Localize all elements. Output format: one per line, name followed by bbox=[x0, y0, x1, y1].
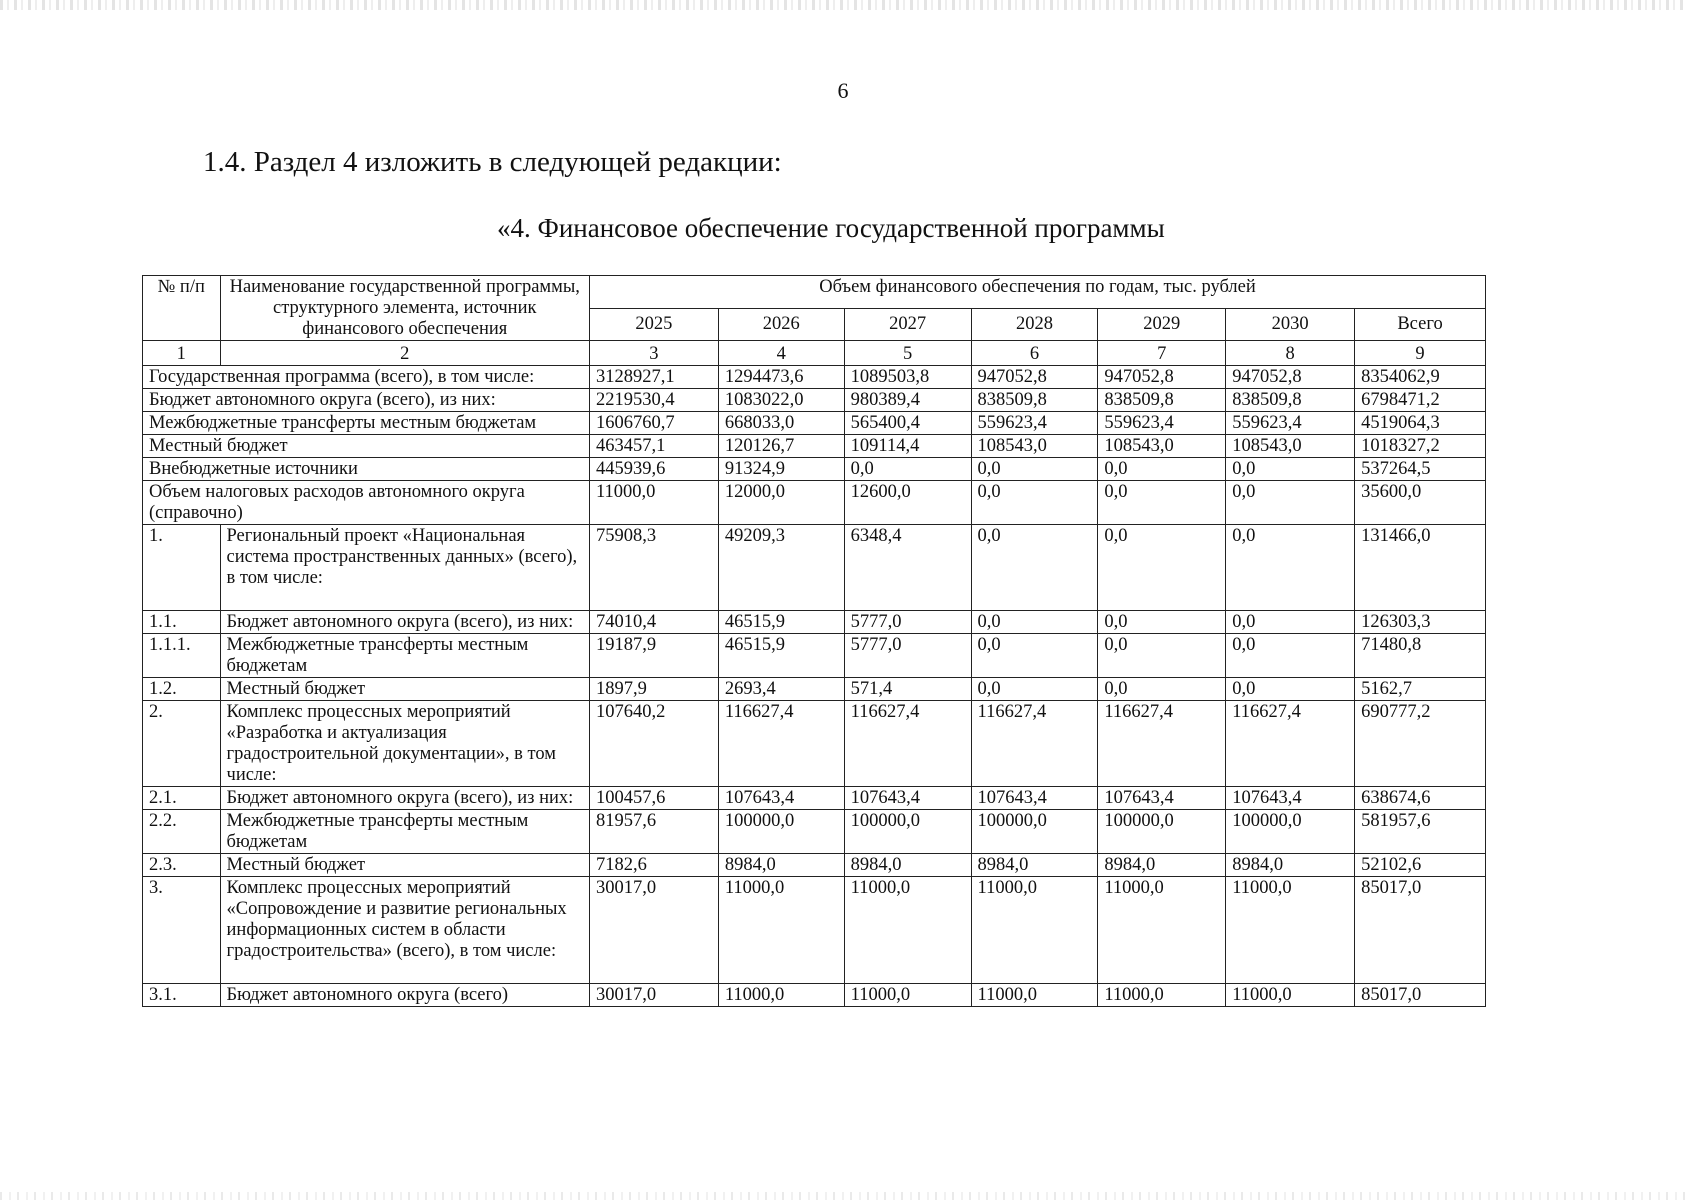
row-value: 108543,0 bbox=[1098, 435, 1226, 458]
row-value: 0,0 bbox=[971, 525, 1098, 611]
header-year: 2030 bbox=[1226, 308, 1355, 341]
row-value: 12600,0 bbox=[844, 481, 971, 525]
row-num: 2.1. bbox=[143, 787, 221, 810]
table-row bbox=[143, 634, 1486, 678]
table-row bbox=[143, 389, 1486, 412]
column-index: 7 bbox=[1098, 341, 1226, 366]
header-year: 2026 bbox=[718, 308, 844, 341]
row-value: 8984,0 bbox=[1226, 854, 1355, 877]
row-value: 11000,0 bbox=[718, 877, 844, 984]
table-row bbox=[143, 435, 1486, 458]
table-row bbox=[143, 525, 1486, 611]
table-title: «4. Финансовое обеспечение государственной программы bbox=[497, 213, 1165, 243]
table-row bbox=[143, 678, 1486, 701]
row-value: 1897,9 bbox=[589, 678, 718, 701]
column-index: 5 bbox=[844, 341, 971, 366]
row-name: Межбюджетные трансферты местным бюджетам bbox=[143, 412, 590, 435]
row-value: 638674,6 bbox=[1355, 787, 1486, 810]
row-value: 116627,4 bbox=[718, 701, 844, 787]
row-value: 0,0 bbox=[1226, 481, 1355, 525]
table-row bbox=[143, 611, 1486, 634]
row-num: 3. bbox=[143, 877, 221, 984]
row-value: 0,0 bbox=[1098, 634, 1226, 678]
row-value: 100000,0 bbox=[1226, 810, 1355, 854]
row-value: 11000,0 bbox=[1098, 984, 1226, 1007]
row-value: 100000,0 bbox=[718, 810, 844, 854]
row-value: 0,0 bbox=[1226, 458, 1355, 481]
row-value: 11000,0 bbox=[589, 481, 718, 525]
row-value: 0,0 bbox=[971, 611, 1098, 634]
row-value: 85017,0 bbox=[1355, 877, 1486, 984]
header-year: 2028 bbox=[971, 308, 1098, 341]
row-value: 75908,3 bbox=[589, 525, 718, 611]
column-index: 1 bbox=[143, 341, 221, 366]
row-name: Бюджет автономного округа (всего), из них: bbox=[143, 389, 590, 412]
row-value: 8984,0 bbox=[1098, 854, 1226, 877]
row-name: Комплекс процессных мероприятий «Сопровождение и развитие региональных информационных систем в области градостроительства» (всего), в том числе: bbox=[220, 877, 589, 984]
row-num: 2.2. bbox=[143, 810, 221, 854]
row-value: 0,0 bbox=[1226, 634, 1355, 678]
column-index: 3 bbox=[589, 341, 718, 366]
table-row bbox=[143, 412, 1486, 435]
row-value: 11000,0 bbox=[844, 984, 971, 1007]
scan-edge-bottom bbox=[0, 1192, 1686, 1200]
row-value: 5777,0 bbox=[844, 634, 971, 678]
row-value: 559623,4 bbox=[1098, 412, 1226, 435]
row-value: 571,4 bbox=[844, 678, 971, 701]
row-value: 11000,0 bbox=[1226, 877, 1355, 984]
summary-rows bbox=[143, 366, 1486, 525]
row-value: 5777,0 bbox=[844, 611, 971, 634]
row-value: 100000,0 bbox=[1098, 810, 1226, 854]
row-value: 107643,4 bbox=[1226, 787, 1355, 810]
row-value: 0,0 bbox=[1226, 611, 1355, 634]
row-value: 116627,4 bbox=[1226, 701, 1355, 787]
column-index: 8 bbox=[1226, 341, 1355, 366]
row-value: 8354062,9 bbox=[1355, 366, 1486, 389]
row-value: 1018327,2 bbox=[1355, 435, 1486, 458]
row-value: 46515,9 bbox=[718, 634, 844, 678]
header-group: Объем финансового обеспечения по годам, тыс. рублей bbox=[589, 276, 1485, 309]
row-value: 107643,4 bbox=[718, 787, 844, 810]
row-value: 980389,4 bbox=[844, 389, 971, 412]
row-name: Межбюджетные трансферты местным бюджетам bbox=[220, 634, 589, 678]
row-value: 126303,3 bbox=[1355, 611, 1486, 634]
row-value: 947052,8 bbox=[1226, 366, 1355, 389]
row-name: Бюджет автономного округа (всего) bbox=[220, 984, 589, 1007]
row-value: 947052,8 bbox=[971, 366, 1098, 389]
row-value: 8984,0 bbox=[971, 854, 1098, 877]
row-value: 0,0 bbox=[971, 634, 1098, 678]
page-number: 6 bbox=[837, 78, 849, 103]
row-name: Межбюджетные трансферты местным бюджетам bbox=[220, 810, 589, 854]
row-value: 0,0 bbox=[971, 458, 1098, 481]
scan-edge-top bbox=[0, 0, 1686, 10]
row-num: 1.1. bbox=[143, 611, 221, 634]
row-value: 100457,6 bbox=[589, 787, 718, 810]
row-value: 52102,6 bbox=[1355, 854, 1486, 877]
row-value: 0,0 bbox=[844, 458, 971, 481]
column-index: 9 bbox=[1355, 341, 1486, 366]
row-num: 2.3. bbox=[143, 854, 221, 877]
row-name: Местный бюджет bbox=[220, 854, 589, 877]
row-value: 107643,4 bbox=[1098, 787, 1226, 810]
table-row bbox=[143, 877, 1486, 984]
row-name: Внебюджетные источники bbox=[143, 458, 590, 481]
row-value: 85017,0 bbox=[1355, 984, 1486, 1007]
row-value: 120126,7 bbox=[718, 435, 844, 458]
row-value: 100000,0 bbox=[971, 810, 1098, 854]
header-year: 2025 bbox=[589, 308, 718, 341]
header-num: № п/п bbox=[143, 276, 221, 341]
row-value: 559623,4 bbox=[1226, 412, 1355, 435]
table-row bbox=[143, 810, 1486, 854]
table-row bbox=[143, 481, 1486, 525]
row-value: 1083022,0 bbox=[718, 389, 844, 412]
row-value: 1089503,8 bbox=[844, 366, 971, 389]
table-row bbox=[143, 366, 1486, 389]
header-name: Наименование государственной программы, структурного элемента, источник финансового обеспечения bbox=[220, 276, 589, 341]
row-value: 107640,2 bbox=[589, 701, 718, 787]
row-value: 100000,0 bbox=[844, 810, 971, 854]
row-name: Государственная программа (всего), в том числе: bbox=[143, 366, 590, 389]
row-value: 11000,0 bbox=[1226, 984, 1355, 1007]
column-index: 2 bbox=[220, 341, 589, 366]
table-row bbox=[143, 984, 1486, 1007]
row-num: 1.2. bbox=[143, 678, 221, 701]
row-value: 116627,4 bbox=[971, 701, 1098, 787]
row-value: 0,0 bbox=[971, 678, 1098, 701]
program-rows bbox=[143, 525, 1486, 1007]
row-name: Местный бюджет bbox=[143, 435, 590, 458]
row-value: 565400,4 bbox=[844, 412, 971, 435]
row-value: 6798471,2 bbox=[1355, 389, 1486, 412]
row-value: 71480,8 bbox=[1355, 634, 1486, 678]
header-year: Всего bbox=[1355, 308, 1486, 341]
row-value: 108543,0 bbox=[971, 435, 1098, 458]
table-row bbox=[143, 458, 1486, 481]
section-heading: 1.4. Раздел 4 изложить в следующей редакции: bbox=[203, 146, 782, 178]
financing-table bbox=[142, 275, 1486, 1007]
row-value: 116627,4 bbox=[844, 701, 971, 787]
row-value: 107643,4 bbox=[971, 787, 1098, 810]
row-value: 74010,4 bbox=[589, 611, 718, 634]
row-value: 8984,0 bbox=[844, 854, 971, 877]
row-value: 581957,6 bbox=[1355, 810, 1486, 854]
row-value: 838509,8 bbox=[1098, 389, 1226, 412]
row-value: 537264,5 bbox=[1355, 458, 1486, 481]
row-value: 2693,4 bbox=[718, 678, 844, 701]
row-value: 668033,0 bbox=[718, 412, 844, 435]
row-value: 107643,4 bbox=[844, 787, 971, 810]
row-name: Местный бюджет bbox=[220, 678, 589, 701]
table-row bbox=[143, 701, 1486, 787]
row-num: 3.1. bbox=[143, 984, 221, 1007]
row-value: 11000,0 bbox=[844, 877, 971, 984]
row-num: 1.1.1. bbox=[143, 634, 221, 678]
row-value: 0,0 bbox=[1226, 678, 1355, 701]
row-value: 0,0 bbox=[971, 481, 1098, 525]
row-value: 12000,0 bbox=[718, 481, 844, 525]
row-value: 109114,4 bbox=[844, 435, 971, 458]
row-value: 0,0 bbox=[1098, 611, 1226, 634]
row-value: 445939,6 bbox=[589, 458, 718, 481]
row-value: 11000,0 bbox=[1098, 877, 1226, 984]
row-value: 131466,0 bbox=[1355, 525, 1486, 611]
row-value: 11000,0 bbox=[971, 877, 1098, 984]
row-value: 46515,9 bbox=[718, 611, 844, 634]
row-value: 6348,4 bbox=[844, 525, 971, 611]
row-value: 559623,4 bbox=[971, 412, 1098, 435]
table-header bbox=[143, 276, 1486, 366]
row-value: 2219530,4 bbox=[589, 389, 718, 412]
header-year: 2029 bbox=[1098, 308, 1226, 341]
row-value: 0,0 bbox=[1098, 525, 1226, 611]
row-value: 3128927,1 bbox=[589, 366, 718, 389]
row-value: 4519064,3 bbox=[1355, 412, 1486, 435]
row-value: 463457,1 bbox=[589, 435, 718, 458]
row-value: 30017,0 bbox=[589, 984, 718, 1007]
row-value: 8984,0 bbox=[718, 854, 844, 877]
row-name: Комплекс процессных мероприятий «Разработка и актуализация градостроительной документации», в том числе: bbox=[220, 701, 589, 787]
row-value: 11000,0 bbox=[718, 984, 844, 1007]
row-value: 0,0 bbox=[1098, 458, 1226, 481]
column-index: 6 bbox=[971, 341, 1098, 366]
row-value: 11000,0 bbox=[971, 984, 1098, 1007]
row-value: 116627,4 bbox=[1098, 701, 1226, 787]
row-name: Региональный проект «Национальная система пространственных данных» (всего), в том числе: bbox=[220, 525, 589, 611]
row-name: Бюджет автономного округа (всего), из них: bbox=[220, 611, 589, 634]
row-value: 5162,7 bbox=[1355, 678, 1486, 701]
row-value: 7182,6 bbox=[589, 854, 718, 877]
row-value: 35600,0 bbox=[1355, 481, 1486, 525]
row-value: 81957,6 bbox=[589, 810, 718, 854]
row-value: 19187,9 bbox=[589, 634, 718, 678]
row-value: 1294473,6 bbox=[718, 366, 844, 389]
row-value: 1606760,7 bbox=[589, 412, 718, 435]
row-value: 0,0 bbox=[1226, 525, 1355, 611]
row-value: 838509,8 bbox=[971, 389, 1098, 412]
header-year: 2027 bbox=[844, 308, 971, 341]
row-value: 49209,3 bbox=[718, 525, 844, 611]
table-row bbox=[143, 787, 1486, 810]
column-index: 4 bbox=[718, 341, 844, 366]
row-num: 2. bbox=[143, 701, 221, 787]
table-row bbox=[143, 854, 1486, 877]
row-name: Объем налоговых расходов автономного округа (справочно) bbox=[143, 481, 590, 525]
row-value: 947052,8 bbox=[1098, 366, 1226, 389]
row-value: 690777,2 bbox=[1355, 701, 1486, 787]
row-value: 0,0 bbox=[1098, 481, 1226, 525]
row-value: 108543,0 bbox=[1226, 435, 1355, 458]
index-row bbox=[143, 341, 1486, 366]
row-value: 838509,8 bbox=[1226, 389, 1355, 412]
row-value: 30017,0 bbox=[589, 877, 718, 984]
row-value: 0,0 bbox=[1098, 678, 1226, 701]
row-num: 1. bbox=[143, 525, 221, 611]
row-value: 91324,9 bbox=[718, 458, 844, 481]
row-name: Бюджет автономного округа (всего), из них: bbox=[220, 787, 589, 810]
